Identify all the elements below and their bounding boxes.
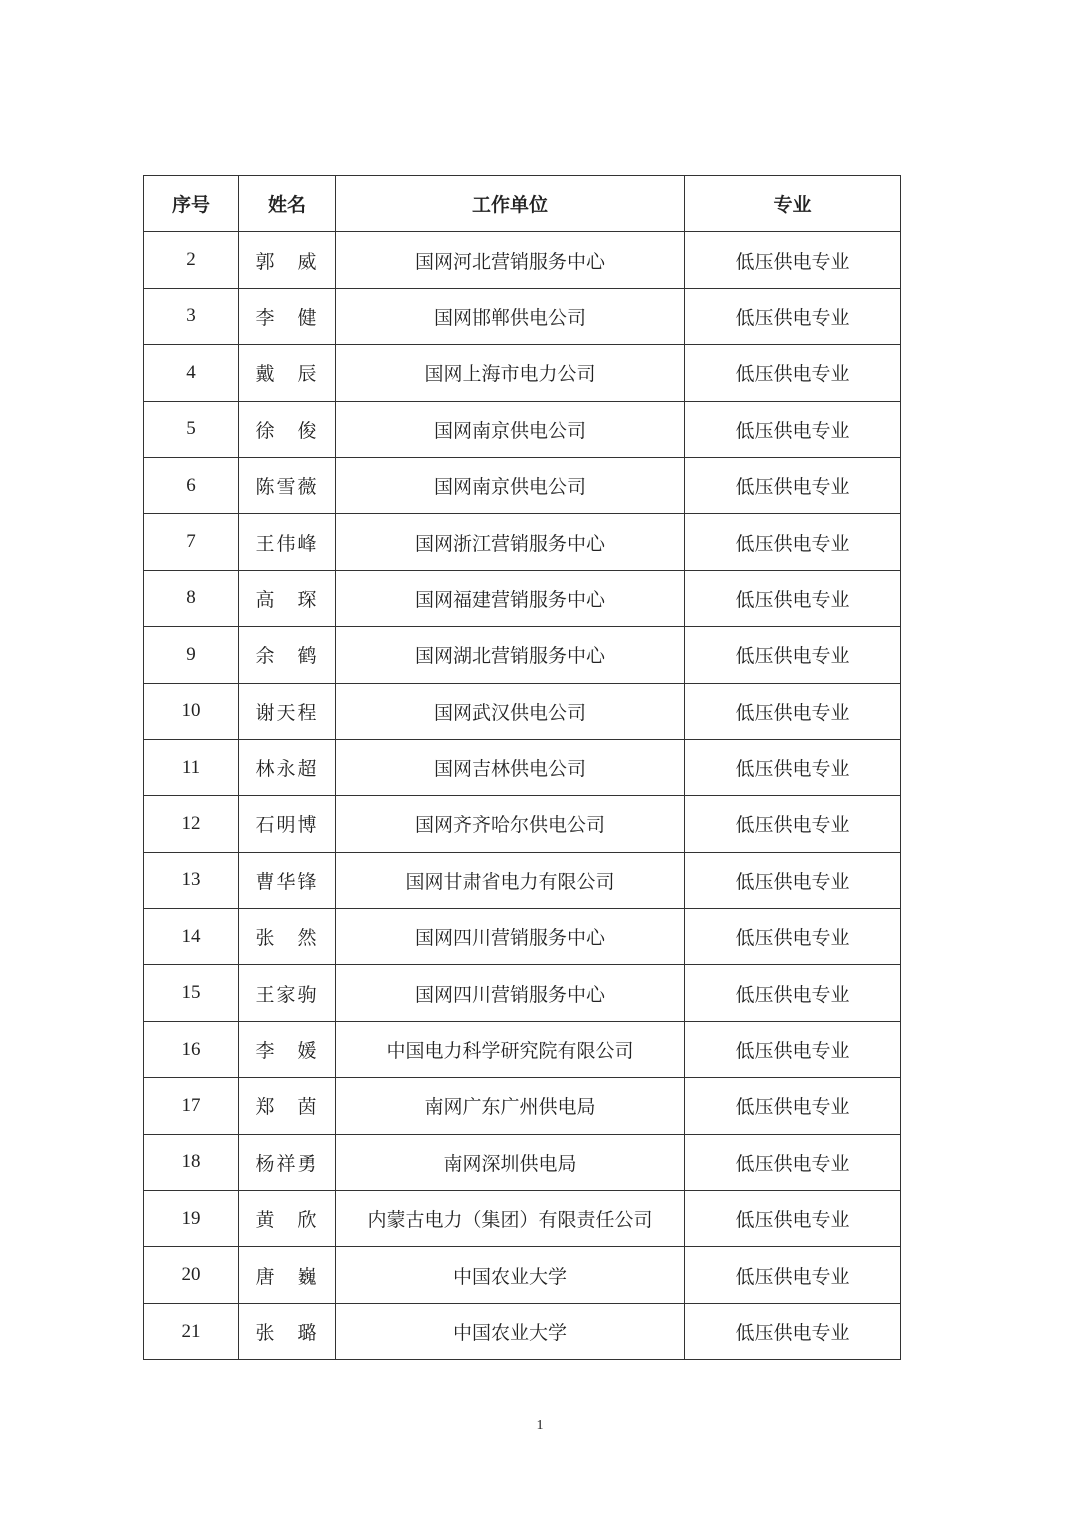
cell-major: 低压供电专业	[685, 570, 901, 626]
cell-name: 郑 茵	[239, 1078, 336, 1134]
cell-major: 低压供电专业	[685, 1191, 901, 1247]
cell-major: 低压供电专业	[685, 232, 901, 288]
cell-major: 低压供电专业	[685, 514, 901, 570]
cell-work-unit: 国网齐齐哈尔供电公司	[336, 796, 685, 852]
cell-major: 低压供电专业	[685, 683, 901, 739]
cell-work-unit: 国网武汉供电公司	[336, 683, 685, 739]
cell-serial-number: 16	[144, 1021, 239, 1077]
cell-serial-number: 18	[144, 1134, 239, 1190]
cell-major: 低压供电专业	[685, 965, 901, 1021]
cell-major: 低压供电专业	[685, 457, 901, 513]
cell-serial-number: 20	[144, 1247, 239, 1303]
table-row	[144, 1247, 901, 1303]
table-row	[144, 1303, 901, 1359]
cell-name: 余 鹤	[239, 627, 336, 683]
table-row	[144, 1021, 901, 1077]
table-body	[144, 232, 901, 1360]
table-row	[144, 401, 901, 457]
cell-name: 张 然	[239, 909, 336, 965]
cell-name: 李 健	[239, 288, 336, 344]
cell-major: 低压供电专业	[685, 627, 901, 683]
cell-work-unit: 国网四川营销服务中心	[336, 965, 685, 1021]
cell-major: 低压供电专业	[685, 401, 901, 457]
cell-major: 低压供电专业	[685, 1303, 901, 1359]
header-name: 姓名	[239, 176, 336, 232]
cell-work-unit: 国网湖北营销服务中心	[336, 627, 685, 683]
cell-work-unit: 国网邯郸供电公司	[336, 288, 685, 344]
table-row	[144, 739, 901, 795]
table-row	[144, 457, 901, 513]
cell-serial-number: 13	[144, 852, 239, 908]
cell-serial-number: 2	[144, 232, 239, 288]
cell-name: 郭 威	[239, 232, 336, 288]
table-row	[144, 965, 901, 1021]
cell-serial-number: 14	[144, 909, 239, 965]
member-table-container	[143, 175, 901, 1360]
table-row	[144, 852, 901, 908]
table-row	[144, 345, 901, 401]
cell-name: 林永超	[239, 739, 336, 795]
cell-work-unit: 中国农业大学	[336, 1247, 685, 1303]
table-row	[144, 796, 901, 852]
cell-work-unit: 国网福建营销服务中心	[336, 570, 685, 626]
cell-serial-number: 5	[144, 401, 239, 457]
cell-serial-number: 6	[144, 457, 239, 513]
cell-work-unit: 国网南京供电公司	[336, 401, 685, 457]
cell-serial-number: 3	[144, 288, 239, 344]
cell-work-unit: 内蒙古电力（集团）有限责任公司	[336, 1191, 685, 1247]
table-row	[144, 570, 901, 626]
cell-serial-number: 10	[144, 683, 239, 739]
cell-name: 张 璐	[239, 1303, 336, 1359]
table-row	[144, 627, 901, 683]
cell-name: 曹华锋	[239, 852, 336, 908]
cell-work-unit: 中国农业大学	[336, 1303, 685, 1359]
cell-work-unit: 国网吉林供电公司	[336, 739, 685, 795]
cell-major: 低压供电专业	[685, 288, 901, 344]
cell-serial-number: 7	[144, 514, 239, 570]
cell-major: 低压供电专业	[685, 1021, 901, 1077]
cell-major: 低压供电专业	[685, 1134, 901, 1190]
cell-name: 王家驹	[239, 965, 336, 1021]
cell-work-unit: 国网浙江营销服务中心	[336, 514, 685, 570]
table-row	[144, 232, 901, 288]
cell-serial-number: 21	[144, 1303, 239, 1359]
cell-work-unit: 国网四川营销服务中心	[336, 909, 685, 965]
table-row	[144, 1191, 901, 1247]
cell-name: 谢天程	[239, 683, 336, 739]
cell-work-unit: 国网南京供电公司	[336, 457, 685, 513]
cell-name: 唐 巍	[239, 1247, 336, 1303]
table-row	[144, 288, 901, 344]
header-work-unit: 工作单位	[336, 176, 685, 232]
table-row	[144, 514, 901, 570]
cell-serial-number: 12	[144, 796, 239, 852]
cell-major: 低压供电专业	[685, 852, 901, 908]
table-row	[144, 1078, 901, 1134]
cell-work-unit: 中国电力科学研究院有限公司	[336, 1021, 685, 1077]
cell-serial-number: 9	[144, 627, 239, 683]
cell-major: 低压供电专业	[685, 739, 901, 795]
cell-work-unit: 国网河北营销服务中心	[336, 232, 685, 288]
table-row	[144, 683, 901, 739]
cell-name: 黄 欣	[239, 1191, 336, 1247]
cell-name: 李 媛	[239, 1021, 336, 1077]
cell-name: 高 琛	[239, 570, 336, 626]
cell-serial-number: 11	[144, 739, 239, 795]
cell-serial-number: 19	[144, 1191, 239, 1247]
cell-serial-number: 8	[144, 570, 239, 626]
cell-serial-number: 4	[144, 345, 239, 401]
cell-major: 低压供电专业	[685, 909, 901, 965]
cell-serial-number: 17	[144, 1078, 239, 1134]
cell-major: 低压供电专业	[685, 1247, 901, 1303]
table-row	[144, 1134, 901, 1190]
cell-work-unit: 南网广东广州供电局	[336, 1078, 685, 1134]
cell-work-unit: 南网深圳供电局	[336, 1134, 685, 1190]
header-major: 专业	[685, 176, 901, 232]
header-serial-number: 序号	[144, 176, 239, 232]
member-table	[143, 175, 901, 1360]
cell-name: 徐 俊	[239, 401, 336, 457]
cell-name: 杨祥勇	[239, 1134, 336, 1190]
cell-major: 低压供电专业	[685, 796, 901, 852]
cell-name: 戴 辰	[239, 345, 336, 401]
cell-major: 低压供电专业	[685, 1078, 901, 1134]
cell-name: 王伟峰	[239, 514, 336, 570]
cell-work-unit: 国网上海市电力公司	[336, 345, 685, 401]
page-number: 1	[536, 1418, 544, 1433]
cell-name: 陈雪薇	[239, 457, 336, 513]
cell-major: 低压供电专业	[685, 345, 901, 401]
table-header-row	[144, 176, 901, 232]
cell-work-unit: 国网甘肃省电力有限公司	[336, 852, 685, 908]
cell-name: 石明博	[239, 796, 336, 852]
cell-serial-number: 15	[144, 965, 239, 1021]
table-row	[144, 909, 901, 965]
